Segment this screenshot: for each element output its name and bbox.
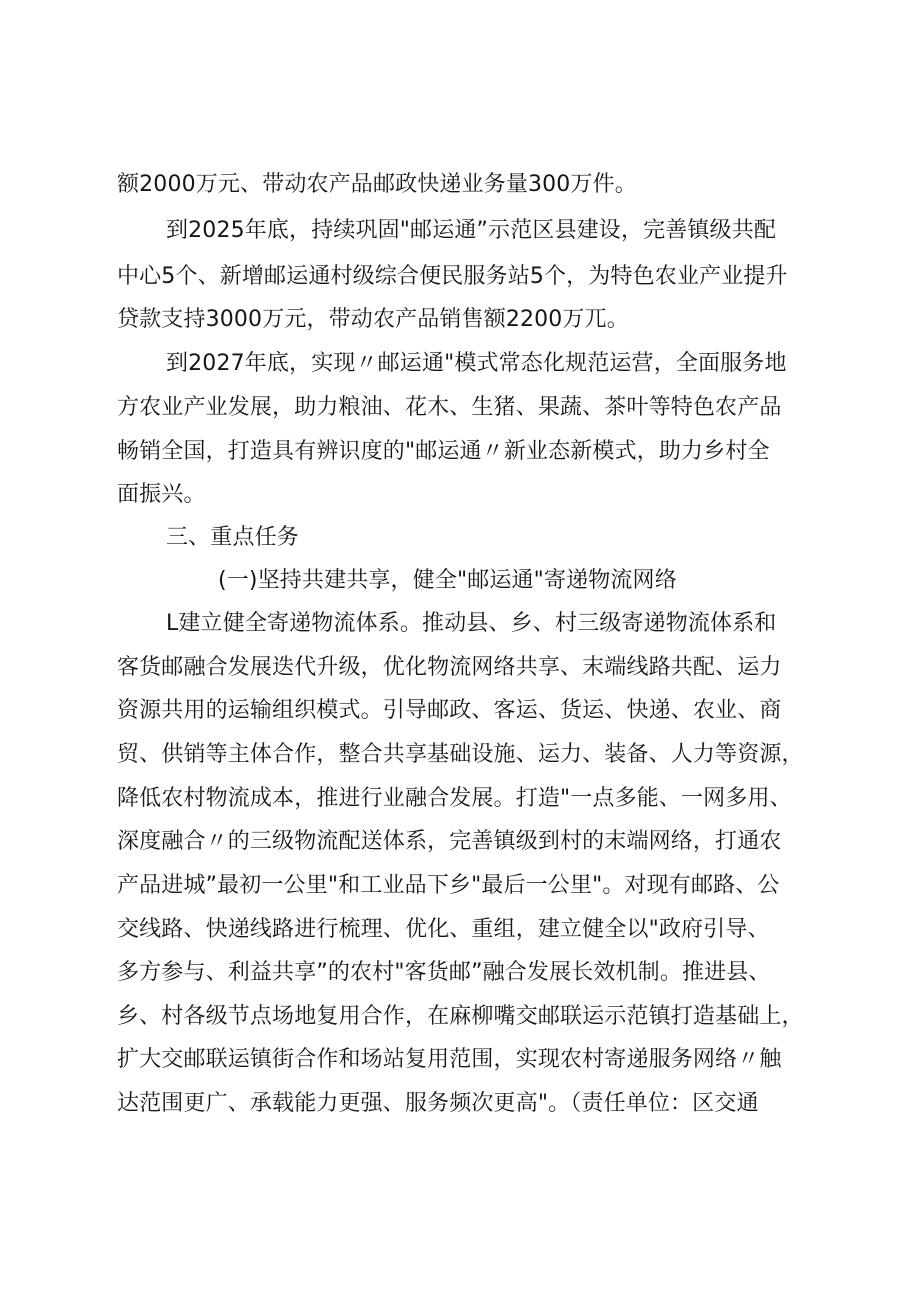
paragraph-4-line-3: 资源共用的运输组织模式。引导邮政、客运、货运、快递、农业、商 [117,698,782,723]
paragraph-4-line-5: 降低农村物流成本，推进行业融合发展。打造"一点多能、一网多用、 [117,786,792,811]
paragraph-2-line-2: 中心5个、新增邮运通村级综合便民服务站5个，为特色农业产业提升 [117,264,788,289]
paragraph-2-line-3: 贷款支持3000万元，带动农产品销售额2200万兀。 [117,307,629,332]
paragraph-4-line-11: 扩大交邮联运镇街合作和场站复用范围，实现农村寄递服务网络〃触 [117,1047,782,1072]
paragraph-1-line-1: 额2000万元、带动农产品邮政快递业务量300万件。 [117,172,637,197]
paragraph-4-line-7: 产品进城”最初一公里"和工业品下乡"最后一公里"。对现有邮路、公 [117,873,780,898]
paragraph-3-line-1: 到2027年底，实现〃邮运通"模式常态化规范运营，全面服务地 [166,351,787,376]
paragraph-3-line-4: 面振兴。 [117,482,206,507]
paragraph-3-line-2: 方农业产业发展，助力粮油、花木、生猪、果蔬、茶叶等特色农产品 [117,395,782,420]
paragraph-4-line-12: 达范围更广、承载能力更强、服务频次更高"。（责任单位：区交通 [117,1091,759,1116]
paragraph-2-line-1: 到2025年底，持续巩固"邮运通”示范区县建设，完善镇级共配 [166,218,777,243]
paragraph-4-line-1: L建立健全寄递物流体系。推动县、乡、村三级寄递物流体系和 [166,611,777,636]
subsection-heading: (一)坚持共建共享，健全"邮运通"寄递物流网络 [218,568,677,593]
paragraph-4-line-8: 交线路、快递线路进行梳理、优化、重组，建立健全以"政府引导、 [117,917,770,942]
paragraph-4-line-9: 多方参与、利益共享”的农村"客货邮”融合发展长效机制。推进县、 [117,960,771,985]
paragraph-4-line-4: 贸、供销等主体合作，整合共享基础设施、运力、装备、人力等资源， [117,742,804,767]
paragraph-4-line-6: 深度融合〃的三级物流配送体系，完善镇级到村的末端网络，打通农 [117,829,782,854]
paragraph-3-line-3: 畅销全国，打造具有辨识度的"邮运通〃新业态新模式，助力乡村全 [117,439,770,464]
paragraph-4-line-10: 乡、村各级节点场地复用合作，在麻柳嘴交邮联运示范镇打造基础上， [117,1004,804,1029]
paragraph-4-line-2: 客货邮融合发展迭代升级，优化物流网络共享、末端线路共配、运力 [117,655,782,680]
section-heading: 三、重点任务 [166,525,299,550]
